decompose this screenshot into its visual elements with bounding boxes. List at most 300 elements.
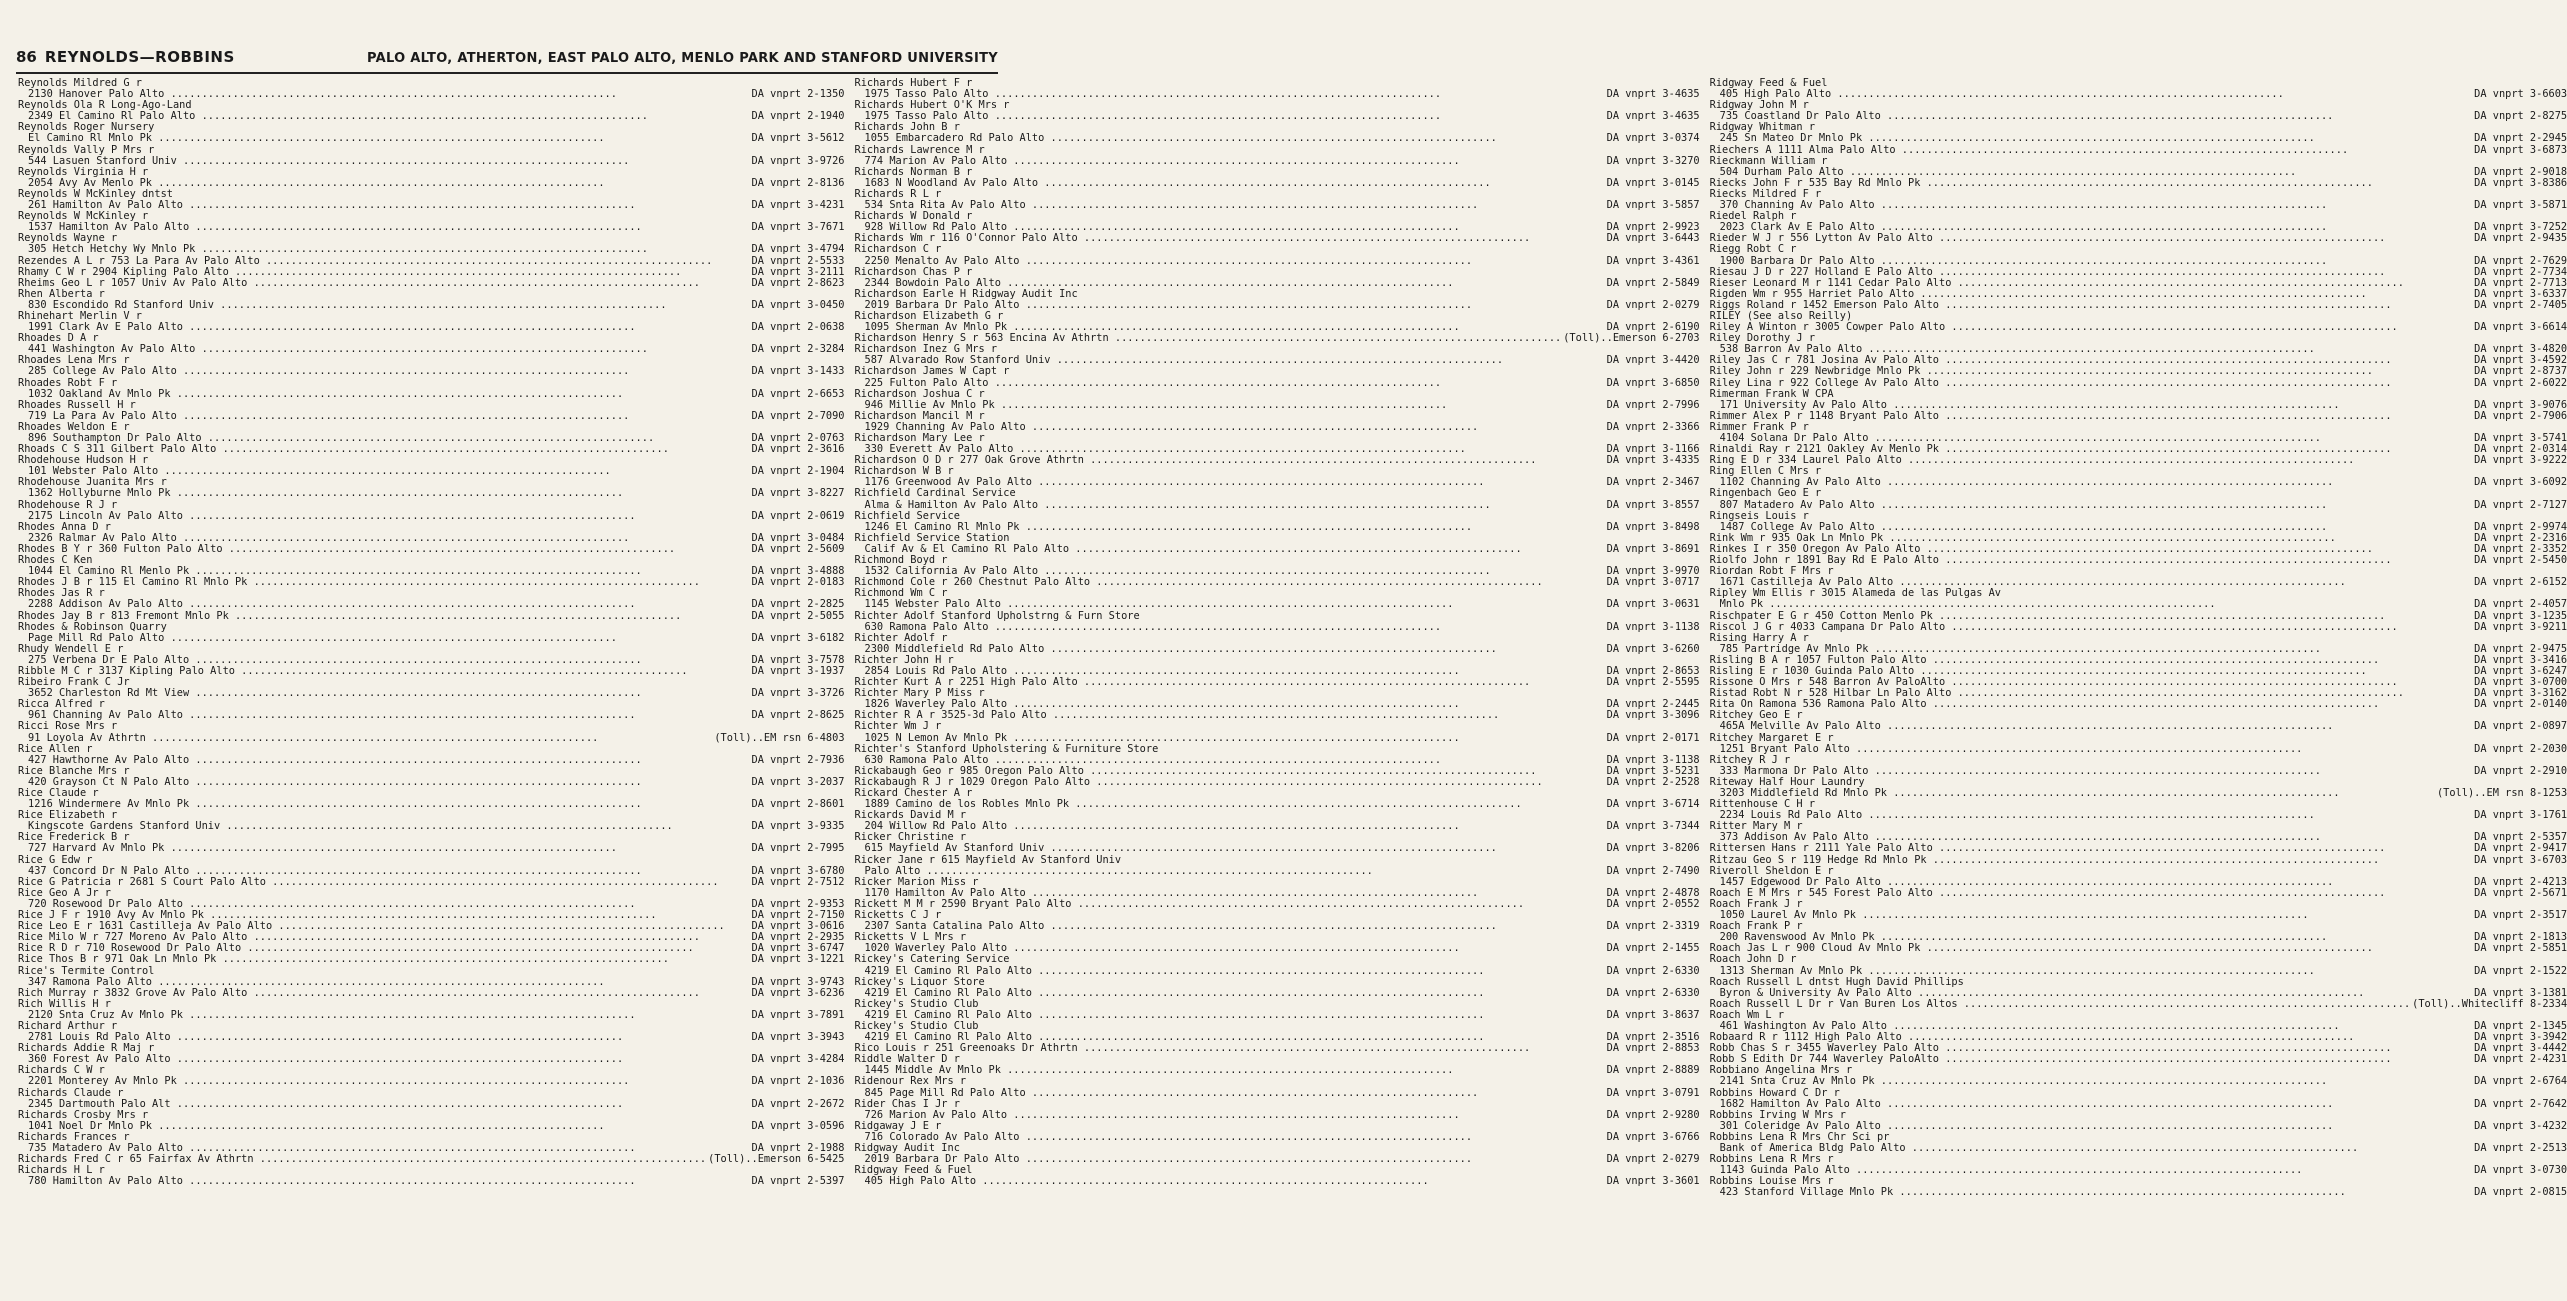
listing-phone: DA vnprt 2-6330: [1606, 986, 1700, 999]
listing-address: 1313 Sherman Av Mnlo Pk .....: [1720, 966, 2473, 977]
listing-phone: DA vnprt 3-0596: [751, 1119, 845, 1132]
listing-entry: [1710, 899, 2567, 921]
listing-name: Rickey's Liquor Store: [854, 975, 985, 988]
listing-name: Rimerman Frank W CPA: [1709, 387, 1834, 400]
listing-address: 719 La Para Av Palo Alto .....: [28, 411, 750, 422]
listing-name: Richard Arthur r: [18, 1019, 118, 1032]
listing-phone: DA vnprt 3-3416: [2474, 653, 2567, 666]
listing-address: 171 University Av Palo Alto .....: [1720, 400, 2473, 411]
listing-name: Richardson James W Capt r: [854, 365, 1010, 378]
listing-entry: [1710, 622, 2567, 633]
listing-entry: [855, 721, 1700, 743]
listing-name: Reynolds Ola R Long-Ago-Land: [18, 99, 192, 112]
listing-name: Rice Geo A Jr r: [18, 886, 111, 899]
listing-column-2: [855, 78, 1700, 1291]
listing-phone: DA vnprt 3-6337: [2474, 287, 2567, 300]
listing-entry: [1710, 888, 2567, 899]
listing-entry: [18, 677, 845, 699]
listing-address: 423 Stanford Village Mnlo Pk .....: [1720, 1187, 2473, 1198]
listing-entry: [18, 855, 845, 877]
listing-name: Rice R D r 710 Rosewood Dr Palo Alto .....: [18, 943, 750, 954]
listing-phone: DA vnprt 3-6236: [751, 986, 845, 999]
listing-address: Palo Alto .....: [865, 866, 1605, 877]
listing-entry: [855, 1165, 1700, 1187]
listing-phone: DA vnprt 3-9970: [1606, 565, 1700, 578]
listing-phone: DA vnprt 3-3162: [2474, 687, 2567, 700]
listing-name: Rhodehouse Hudson H r: [18, 454, 149, 467]
listing-entry: [1710, 566, 2567, 588]
listing-phone: DA vnprt 2-2528: [1606, 775, 1700, 788]
listing-address: 330 Everett Av Palo Alto .....: [865, 444, 1605, 455]
listing-phone: DA vnprt 3-7671: [751, 221, 845, 234]
listing-phone: DA vnprt 2-9435: [2474, 232, 2567, 245]
listing-name: Richardson W B r: [854, 465, 954, 478]
listing-name: Ridgway Feed & Fuel: [1709, 77, 1828, 89]
listing-name: Rhodehouse R J r: [18, 498, 118, 511]
listing-phone: DA vnprt 2-2672: [751, 1097, 845, 1110]
listing-entry: [18, 766, 845, 788]
listing-phone: DA vnprt 3-0791: [1606, 1086, 1700, 1099]
listing-name: Rhodes C Ken: [18, 554, 93, 567]
listing-address: 261 Hamilton Av Palo Alto .....: [28, 200, 750, 211]
listing-name: Rhodes B Y r 360 Fulton Palo Alto .....: [18, 544, 750, 555]
listing-name: Rhoades Lena Mrs r: [18, 354, 130, 367]
listing-name: Ritchey Margaret E r: [1709, 731, 1834, 744]
listing-phone: DA vnprt 3-4420: [1606, 354, 1700, 367]
listing-entry: [18, 400, 845, 422]
listing-address: 1020 Waverley Palo Alto .....: [865, 943, 1605, 954]
listing-phone: DA vnprt 2-7090: [751, 409, 845, 422]
listing-entry: [1710, 866, 2567, 888]
listing-phone: DA vnprt 3-6714: [1606, 798, 1700, 811]
listing-phone: DA vnprt 2-7150: [751, 909, 845, 922]
listing-phone: DA vnprt 3-0374: [1606, 132, 1700, 145]
listing-phone: DA vnprt 3-6780: [751, 864, 845, 877]
listing-phone: DA vnprt 3-1221: [751, 953, 845, 966]
listing-entry: [1710, 855, 2567, 866]
listing-phone: DA vnprt 2-1036: [751, 1075, 845, 1088]
listing-name: Robbins Lena R Mrs r: [1709, 1153, 1834, 1166]
listing-phone: DA vnprt 3-9335: [751, 820, 845, 833]
listing-phone: DA vnprt 3-1138: [1606, 753, 1700, 766]
listing-entry: [855, 267, 1700, 289]
listing-entry: [18, 311, 845, 333]
listing-phone: DA vnprt 2-0619: [751, 509, 845, 522]
listing-phone: DA vnprt 3-7344: [1606, 820, 1700, 833]
listing-entry: [1710, 189, 2567, 211]
listing-address: 405 High Palo Alto .....: [1720, 89, 2473, 100]
listing-name: Rieckmann William r: [1709, 154, 1828, 167]
listing-address: 245 Sn Mateo Dr Mnlo Pk .....: [1720, 133, 2473, 144]
listing-address: 928 Willow Rd Palo Alto .....: [865, 222, 1605, 233]
listing-name: Rhoads C S 311 Gilbert Palo Alto .....: [18, 444, 750, 455]
listing-entry: [855, 488, 1700, 510]
listing-phone: DA vnprt 2-8737: [2474, 365, 2567, 378]
listing-name: Ridgway Feed & Fuel: [854, 1164, 973, 1177]
listing-phone: DA vnprt 3-3942: [2474, 1031, 2567, 1044]
listing-phone: DA vnprt 2-0183: [751, 576, 845, 589]
listing-name: Richter R A r 3525-3d Palo Alto .....: [855, 710, 1605, 721]
listing-phone: DA vnprt 3-5871: [2474, 199, 2567, 212]
listing-name: Robaard R r 1112 High Palo Alto .....: [1710, 1032, 2473, 1043]
listing-phone: DA vnprt 3-1235: [2474, 609, 2567, 622]
listing-phone: DA vnprt 2-5450: [2474, 554, 2567, 567]
listing-entry: [1710, 921, 2567, 943]
listing-name: Robbins Lena R Mrs Chr Sci pr: [1709, 1130, 1890, 1143]
listing-address: 1487 College Av Palo Alto .....: [1720, 522, 2473, 533]
listing-name: Rimmer Alex P r 1148 Bryant Palo Alto .....: [1710, 411, 2473, 422]
listing-address: 716 Colorado Av Palo Alto .....: [865, 1132, 1605, 1143]
listing-address: 1889 Camino de los Robles Mnlo Pk .....: [865, 799, 1605, 810]
listing-name: Rickabaugh Geo r 985 Oregon Palo Alto .....: [855, 766, 1605, 777]
listing-phone: DA vnprt 2-6190: [1606, 321, 1700, 334]
listing-phone: DA vnprt 3-9743: [751, 975, 845, 988]
listing-phone: DA vnprt 3-1138: [1606, 620, 1700, 633]
listing-phone: DA vnprt 3-8637: [1606, 1008, 1700, 1021]
listing-entry: [855, 932, 1700, 954]
listing-entry: [1710, 488, 2567, 510]
listing-address: 347 Ramona Palo Alto .....: [28, 977, 750, 988]
listing-address: 1032 Oakland Av Mnlo Pk .....: [28, 389, 750, 400]
listing-address: 1050 Laurel Av Mnlo Pk .....: [1720, 910, 2473, 921]
listing-name: Richter John H r: [854, 653, 954, 666]
listing-phone: DA vnprt 2-8653: [1606, 664, 1700, 677]
listing-entry: [855, 466, 1700, 488]
listing-name: Riegg Robt C r: [1709, 243, 1797, 256]
listing-address: 538 Barron Av Palo Alto .....: [1720, 344, 2473, 355]
listing-entry: [18, 1110, 845, 1132]
listing-name: Richards W Donald r: [854, 210, 973, 223]
listing-phone: DA vnprt 3-9222: [2474, 454, 2567, 467]
listing-address: 587 Alvarado Row Stanford Univ .....: [865, 355, 1605, 366]
listing-name: Rhoades Weldon E r: [18, 420, 130, 433]
listing-entry: [1710, 799, 2567, 821]
listing-phone: DA vnprt 3-5857: [1606, 199, 1700, 212]
listing-name: Ricker Jane r 615 Mayfield Av Stanford Univ: [854, 853, 1122, 866]
listing-phone: DA vnprt 2-0763: [751, 432, 845, 444]
listing-address: 1095 Sherman Av Mnlo Pk .....: [865, 322, 1605, 333]
listing-address: 373 Addison Av Palo Alto .....: [1720, 832, 2473, 843]
listing-entry: [855, 411, 1700, 433]
listing-name: Reynolds Wayne r: [18, 232, 118, 245]
listing-name: Riechers A 1111 Alma Palo Alto .....: [1710, 145, 2473, 156]
listing-phone: DA vnprt 2-2935: [751, 931, 845, 944]
listing-address: 504 Durham Palo Alto .....: [1720, 167, 2473, 178]
listing-name: Richards R L r: [854, 187, 942, 200]
listing-name: Rising Harry A r: [1709, 631, 1809, 644]
listing-name: Rhoades Robt F r: [18, 376, 118, 389]
listing-phone: DA vnprt 2-5055: [751, 609, 845, 622]
listing-name: Richards Lawrence M r: [854, 143, 985, 156]
listing-phone: DA vnprt 2-8889: [1606, 1064, 1700, 1077]
listing-entry: [1710, 821, 2567, 843]
listing-phone: DA vnprt 3-6182: [751, 631, 845, 644]
listing-address: 2300 Middlefield Rd Palo Alto .....: [865, 644, 1605, 655]
listing-phone: DA vnprt 3-5612: [751, 132, 845, 145]
listing-phone: DA vnprt 3-4820: [2474, 343, 2567, 356]
listing-phone: DA vnprt 2-0638: [751, 321, 845, 334]
listing-name: Riveroll Sheldon E r: [1709, 864, 1834, 877]
listing-entry: [1710, 100, 2567, 122]
listing-name: Richards Wm r 116 O'Connor Palo Alto .....: [855, 233, 1605, 244]
listing-phone: DA vnprt 2-3467: [1606, 476, 1700, 489]
listing-entry: [1710, 122, 2567, 144]
listing-entry: [855, 533, 1700, 555]
listing-phone: DA vnprt 2-8136: [751, 176, 845, 189]
listing-name: Ringseis Louis r: [1709, 509, 1809, 522]
listing-entry: [18, 278, 845, 289]
listing-address: 785 Partridge Av Mnlo Pk .....: [1720, 644, 2473, 655]
listing-phone: DA vnprt 2-5357: [2474, 831, 2567, 844]
listing-name: Roach E M Mrs r 545 Forest Palo Alto .....: [1710, 888, 2473, 899]
listing-phone: DA vnprt 2-6330: [1606, 964, 1700, 977]
listing-phone: DA vnprt 2-2513: [2474, 1142, 2567, 1154]
listing-address: El Camino Rl Mnlo Pk .....: [28, 133, 750, 144]
listing-phone: DA vnprt 3-8498: [1606, 520, 1700, 533]
listing-phone: DA vnprt 2-3284: [751, 343, 845, 356]
listing-column-3: [1710, 78, 2567, 1291]
listing-name: Robb S Edith Dr 744 Waverley PaloAlto .....: [1710, 1054, 2473, 1065]
listing-entry: [1710, 511, 2567, 533]
listing-entry: [855, 977, 1700, 999]
listing-entry: [855, 611, 1700, 633]
listing-entry: [18, 378, 845, 400]
listing-name: Ridgway Audit Inc: [854, 1142, 960, 1154]
listing-phone: DA vnprt 2-3319: [1606, 920, 1700, 933]
listing-entry: [18, 744, 845, 766]
listing-name: Ritzau Geo S r 119 Hedge Rd Mnlo Pk .....: [1710, 855, 2473, 866]
listing-entry: [855, 78, 1700, 100]
listing-address: 534 Snta Rita Av Palo Alto .....: [865, 200, 1605, 211]
listing-name: Roach Jas L r 900 Cloud Av Mnlo Pk .....: [1710, 943, 2473, 954]
listing-entry: [1710, 178, 2567, 189]
listing-phone: DA vnprt 2-4057: [2474, 598, 2567, 611]
listing-phone: DA vnprt 3-8227: [751, 487, 845, 500]
listing-address: 2307 Santa Catalina Palo Alto .....: [865, 921, 1605, 932]
listing-entry: [1710, 466, 2567, 488]
listing-name: Rita On Ramona 536 Ramona Palo Alto .....: [1710, 699, 2473, 710]
listing-phone: DA vnprt 3-0484: [751, 531, 845, 544]
listing-address: 405 High Palo Alto .....: [865, 1176, 1605, 1187]
listing-address: 465A Melville Av Palo Alto .....: [1720, 721, 2473, 732]
listing-phone: DA vnprt 3-3270: [1606, 154, 1700, 167]
listing-phone: DA vnprt 3-7252: [2474, 221, 2567, 234]
listing-entry: [855, 855, 1700, 877]
listing-entry: [1710, 455, 2567, 466]
listing-phone: DA vnprt 2-1904: [751, 465, 845, 478]
listing-name: Richmond Cole r 260 Chestnut Palo Alto .....: [855, 577, 1605, 588]
listing-name: Riley Lina r 922 College Av Palo Alto .....: [1710, 378, 2473, 389]
listing-phone: DA vnprt 2-7936: [751, 753, 845, 766]
listing-phone: DA vnprt 3-8557: [1606, 498, 1700, 511]
listing-phone: DA vnprt 2-5397: [751, 1175, 845, 1188]
listing-name: Richfield Service Station: [854, 531, 1010, 544]
listing-entry: [18, 145, 845, 167]
listing-entry: [1710, 555, 2567, 566]
listing-address: 727 Harvard Av Mnlo Pk .....: [28, 843, 750, 854]
listing-name: Rice Leo E r 1631 Castilleja Av Palo Alto .....: [18, 921, 750, 932]
listing-phone: DA vnprt 2-7642: [2474, 1097, 2567, 1110]
listing-name: Rieser Leonard M r 1141 Cedar Palo Alto .....: [1710, 278, 2473, 289]
listing-name: Rhoades Russell H r: [18, 398, 136, 411]
listing-phone: DA vnprt 3-4592: [2474, 354, 2567, 367]
listing-name: Rhodes J B r 115 El Camino Rl Mnlo Pk .....: [18, 577, 750, 588]
listing-entry: [18, 522, 845, 544]
listing-phone: (Toll)..Emerson 6-5425: [708, 1153, 845, 1166]
listing-name: Richter Adolf Stanford Upholstrng & Furn Store: [854, 609, 1140, 622]
listing-phone: DA vnprt 3-6247: [2474, 664, 2567, 677]
listing-columns: [18, 77, 2567, 1291]
listing-entry: [1710, 954, 2567, 976]
listing-name: Rice Frederick B r: [18, 831, 130, 844]
listing-address: 333 Marmona Dr Palo Alto .....: [1720, 766, 2473, 777]
listing-name: Rissone O Mrs r 548 Barron Av PaloAlto .....: [1710, 677, 2473, 688]
listing-address: 2234 Louis Rd Palo Alto .....: [1720, 810, 2473, 821]
listing-address: 1975 Tasso Palo Alto .....: [865, 111, 1605, 122]
listing-phone: DA vnprt 3-4442: [2474, 1042, 2567, 1055]
listing-address: Page Mill Rd Palo Alto .....: [28, 633, 750, 644]
listing-name: Rhodes Jas R r: [18, 587, 105, 600]
listing-name: Richter Adolf r: [854, 631, 948, 644]
listing-entry: [855, 588, 1700, 610]
listing-entry: [18, 988, 845, 999]
listing-phone: DA vnprt 2-4213: [2474, 875, 2567, 888]
listing-name: Reynolds Mildred G r: [18, 77, 142, 89]
listing-phone: DA vnprt 3-1433: [751, 365, 845, 378]
listing-entry: [18, 500, 845, 522]
listing-name: Ricketts V L Mrs r: [854, 931, 967, 944]
listing-address: 2781 Louis Rd Palo Alto .....: [28, 1032, 750, 1043]
listing-entry: [18, 666, 845, 677]
listing-phone: DA vnprt 2-5595: [1606, 676, 1700, 689]
listing-phone: DA vnprt 3-4284: [751, 1053, 845, 1066]
listing-name: Riteway Half Hour Laundry: [1709, 775, 1865, 788]
listing-entry: [1710, 244, 2567, 266]
listing-address: 1991 Clark Av E Palo Alto .....: [28, 322, 750, 333]
listing-phone: (Toll)..EM rsn 8-1253: [2436, 787, 2567, 799]
listing-name: Rice Claude r: [18, 787, 99, 799]
listing-phone: DA vnprt 2-0279: [1606, 1153, 1700, 1166]
listing-name: Richter Mary P Miss r: [854, 687, 985, 700]
listing-name: Rischpater E G r 450 Cotton Menlo Pk .....: [1710, 611, 2473, 622]
listing-phone: DA vnprt 2-3517: [2474, 909, 2567, 922]
listing-name: Reynolds Vally P Mrs r: [18, 143, 155, 156]
listing-phone: DA vnprt 3-9726: [751, 154, 845, 167]
listing-name: Riddle Walter D r: [854, 1053, 960, 1066]
listing-entry: [18, 1021, 845, 1043]
listing-phone: DA vnprt 3-0700: [2474, 676, 2567, 689]
listing-phone: DA vnprt 2-0314: [2474, 443, 2567, 456]
listing-entry: [18, 721, 845, 743]
listing-name: Rhen Alberta r: [18, 287, 105, 300]
listing-phone: DA vnprt 2-6022: [2474, 376, 2567, 389]
listing-address: 2326 Ralmar Av Palo Alto .....: [28, 533, 750, 544]
listing-name: Richards Addie R Maj r: [18, 1042, 155, 1055]
listing-address: 1055 Embarcadero Rd Palo Alto .....: [865, 133, 1605, 144]
listing-entry: [18, 1154, 845, 1165]
listing-phone: DA vnprt 3-1381: [2474, 986, 2567, 999]
listing-entry: [18, 810, 845, 832]
listing-entry: [855, 954, 1700, 976]
listing-address: 427 Hawthorne Av Palo Alto .....: [28, 755, 750, 766]
listing-entry: [18, 189, 845, 211]
listing-name: Richardson Earle H Ridgway Audit Inc: [854, 287, 1078, 300]
listing-phone: DA vnprt 2-1813: [2474, 931, 2567, 944]
listing-phone: DA vnprt 2-2945: [2474, 132, 2567, 145]
listing-entry: [18, 555, 845, 577]
listing-name: Rickabaugh R J r 1029 Oregon Palo Alto .....: [855, 777, 1605, 788]
listing-phone: DA vnprt 3-9076: [2474, 398, 2567, 411]
listing-address: 360 Forest Av Palo Alto .....: [28, 1054, 750, 1065]
listing-name: Ridgaway J E r: [854, 1119, 942, 1132]
listing-name: Robbins Howard C Dr r: [1709, 1086, 1840, 1099]
listing-name: Rice J F r 1910 Avy Av Mnlo Pk .....: [18, 910, 750, 921]
listing-name: Robbiano Angelina Mrs r: [1709, 1064, 1853, 1077]
listing-phone: DA vnprt 2-2910: [2474, 764, 2567, 777]
listing-entry: [1710, 1065, 2567, 1087]
listing-name: Ritchey Geo E r: [1709, 709, 1803, 722]
listing-name: Richards Hubert F r: [854, 77, 973, 89]
listing-address: 807 Matadero Av Palo Alto .....: [1720, 500, 2473, 511]
listing-name: Rhamy C W r 2904 Kipling Palo Alto .....: [18, 267, 750, 278]
listing-entry: [18, 999, 845, 1021]
listing-phone: DA vnprt 2-2030: [2474, 742, 2567, 755]
listing-entry: [855, 744, 1700, 766]
listing-phone: DA vnprt 3-4361: [1606, 254, 1700, 267]
listing-phone: DA vnprt 2-7906: [2474, 409, 2567, 422]
listing-address: 1025 N Lemon Av Mnlo Pk .....: [865, 733, 1605, 744]
listing-name: Richardson Chas P r: [854, 265, 973, 278]
listing-name: Richardson Mancil M r: [854, 409, 985, 422]
listing-entry: [1710, 145, 2567, 156]
listing-name: Riordan Robt F Mrs r: [1709, 565, 1834, 578]
listing-entry: [855, 100, 1700, 122]
listing-name: Ristad Robt N r 528 Hilbar Ln Palo Alto .....: [1710, 688, 2473, 699]
listing-address: 1671 Castilleja Av Palo Alto .....: [1720, 577, 2473, 588]
listing-entry: [1710, 1110, 2567, 1132]
listing-phone: DA vnprt 2-1940: [751, 110, 845, 123]
listing-phone: DA vnprt 2-9923: [1606, 221, 1700, 234]
listing-address: 1170 Hamilton Av Palo Alto .....: [865, 888, 1605, 899]
listing-name: Rice Thos B r 971 Oak Ln Mnlo Pk .....: [18, 954, 750, 965]
listing-entry: [855, 1121, 1700, 1143]
listing-address: 1537 Hamilton Av Palo Alto .....: [28, 222, 750, 233]
listing-name: Rhodes & Robinson Quarry: [18, 620, 167, 633]
listing-phone: DA vnprt 3-0730: [2474, 1164, 2567, 1177]
listing-entry: [855, 511, 1700, 533]
listing-name: Ricker Marion Miss r: [854, 875, 979, 888]
listing-entry: [855, 577, 1700, 588]
listing-phone: DA vnprt 3-0631: [1606, 598, 1700, 611]
listing-entry: [855, 710, 1700, 721]
listing-entry: [855, 189, 1700, 211]
listing-phone: DA vnprt 2-5533: [751, 254, 845, 267]
listing-name: Richards Norman B r: [854, 165, 973, 178]
listing-phone: DA vnprt 2-8601: [751, 798, 845, 811]
listing-address: 225 Fulton Palo Alto .....: [865, 378, 1605, 389]
listing-entry: [855, 555, 1700, 577]
listing-name: Richardson Inez G Mrs r: [854, 343, 998, 356]
listing-address: 1251 Bryant Palo Alto .....: [1720, 744, 2473, 755]
listing-address: 1102 Channing Av Palo Alto .....: [1720, 477, 2473, 488]
page-number: 86: [16, 48, 37, 66]
listing-phone: DA vnprt 2-0140: [2474, 698, 2567, 711]
listing-name: Richter Wm J r: [854, 720, 942, 733]
listing-name: Richards John B r: [854, 121, 960, 134]
listing-name: Reynolds Roger Nursery: [18, 121, 155, 134]
listing-phone: DA vnprt 3-8206: [1606, 842, 1700, 855]
listing-address: Bank of America Bldg Palo Alto .....: [1720, 1143, 2473, 1154]
